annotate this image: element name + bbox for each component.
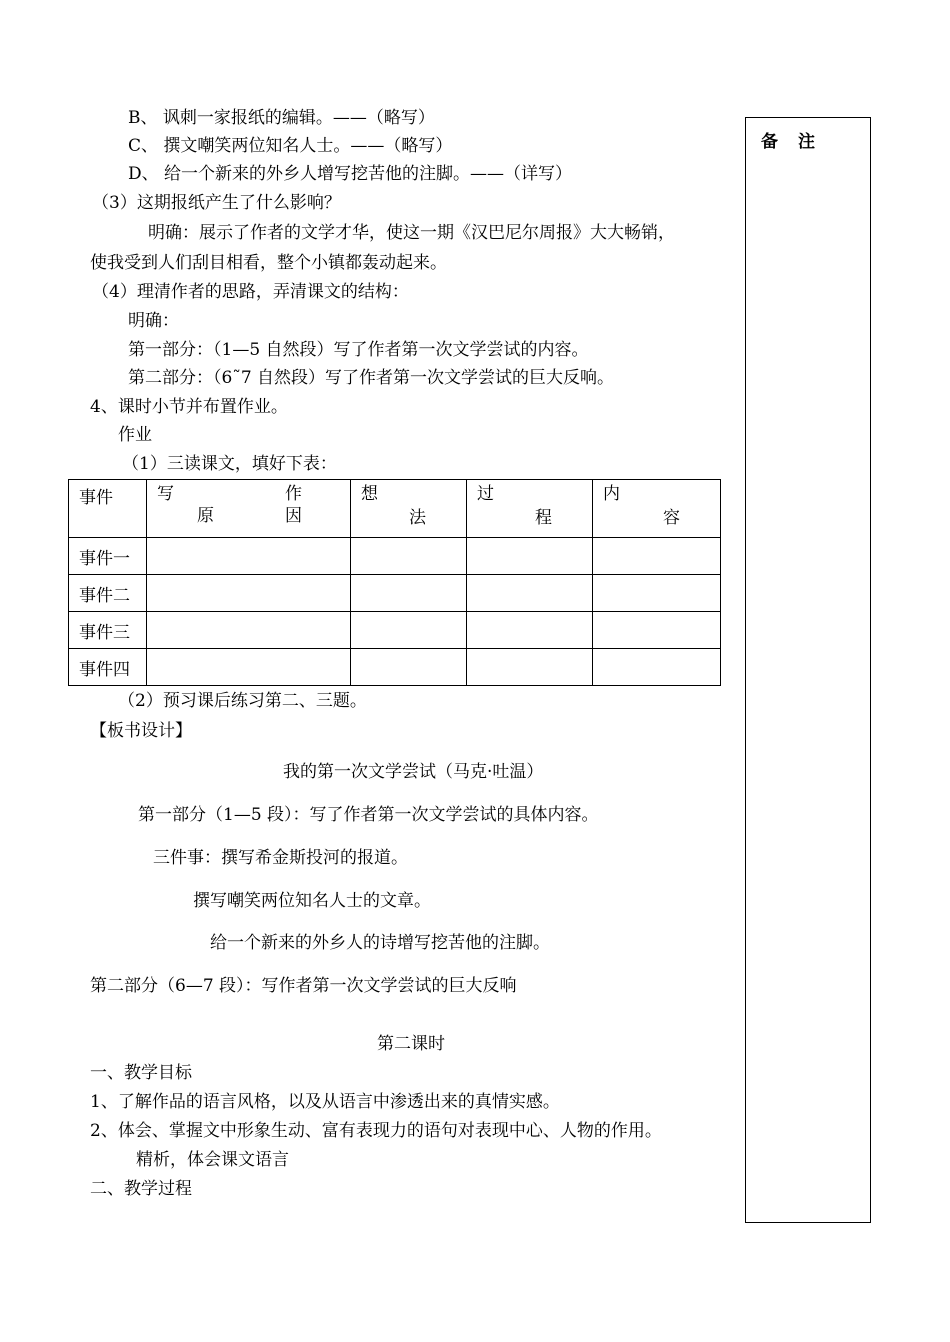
option-b: B、 讽刺一家报纸的编辑。——（略写） xyxy=(128,108,435,128)
table-row xyxy=(69,538,721,575)
option-c: C、 撰文嘲笑两位知名人士。——（略写） xyxy=(128,136,453,156)
table-cell xyxy=(467,649,593,686)
row-label: 事件一 xyxy=(69,538,147,575)
section-4-heading: 4、课时小节并布置作业。 xyxy=(90,397,288,417)
notes-title: 备注 xyxy=(761,132,835,152)
table-cell xyxy=(593,612,721,649)
notes-column xyxy=(745,117,871,1223)
homework-item-2: （2）预习课后练习第二、三题。 xyxy=(118,691,367,711)
question-4: （4）理清作者的思路，弄清课文的结构： xyxy=(92,282,409,302)
table-cell xyxy=(351,538,467,575)
table-cell xyxy=(593,575,721,612)
answer-3-line1: 明确：展示了作者的文学才华，使这一期《汉巴尼尔周报》大大畅销， xyxy=(148,223,675,243)
table-header-row xyxy=(69,480,721,538)
header-reason: 写 作 原 因 xyxy=(147,480,351,538)
part-two-summary: 第二部分：（6˜7 自然段）写了作者第一次文学尝试的巨大反响。 xyxy=(128,368,615,388)
homework-table xyxy=(68,479,721,686)
row-label: 事件四 xyxy=(69,649,147,686)
board-event-2: 撰写嘲笑两位知名人士的文章。 xyxy=(193,891,431,911)
table-cell xyxy=(467,612,593,649)
table-cell xyxy=(351,649,467,686)
goal-2: 2、体会、掌握文中形象生动、富有表现力的语句对表现中心、人物的作用。 xyxy=(90,1121,662,1141)
row-label: 事件三 xyxy=(69,612,147,649)
table-row xyxy=(69,575,721,612)
board-three-events: 三件事：撰写希金斯投河的报道。 xyxy=(153,848,408,868)
option-d: D、 给一个新来的外乡人增写挖苦他的注脚。——（详写） xyxy=(128,164,573,184)
table-cell xyxy=(351,575,467,612)
goal-note: 精析，体会课文语言 xyxy=(136,1150,289,1170)
board-title: 我的第一次文学尝试（马克·吐温） xyxy=(283,762,544,782)
board-event-3: 给一个新来的外乡人的诗增写挖苦他的注脚。 xyxy=(210,933,550,953)
board-part-one: 第一部分（1—5 段）：写了作者第一次文学尝试的具体内容。 xyxy=(138,805,599,825)
question-3: （3）这期报纸产生了什么影响？ xyxy=(92,193,341,213)
table-row xyxy=(69,612,721,649)
table-cell xyxy=(351,612,467,649)
table-cell xyxy=(147,612,351,649)
header-content: 内 容 xyxy=(593,480,721,538)
answer-3-line2: 使我受到人们刮目相看，整个小镇都轰动起来。 xyxy=(90,253,447,273)
lesson-two-title: 第二课时 xyxy=(377,1034,445,1054)
table-row xyxy=(69,649,721,686)
homework-label: 作业 xyxy=(118,425,152,445)
table-cell xyxy=(593,649,721,686)
header-thoughts: 想 法 xyxy=(351,480,467,538)
table-cell xyxy=(147,538,351,575)
table-cell xyxy=(147,649,351,686)
header-process: 过 程 xyxy=(467,480,593,538)
table-cell xyxy=(467,575,593,612)
goal-1: 1、了解作品的语言风格，以及从语言中渗透出来的真情实感。 xyxy=(90,1092,560,1112)
goals-heading: 一、教学目标 xyxy=(90,1063,192,1083)
row-label: 事件二 xyxy=(69,575,147,612)
process-heading: 二、教学过程 xyxy=(90,1179,192,1199)
board-design-heading: 【板书设计】 xyxy=(90,721,192,741)
table-cell xyxy=(147,575,351,612)
homework-item-1: （1）三读课文，填好下表： xyxy=(122,454,337,474)
table-cell xyxy=(467,538,593,575)
table-cell xyxy=(593,538,721,575)
header-event: 事件 xyxy=(69,480,147,538)
answer-4-label: 明确： xyxy=(128,311,179,331)
board-part-two: 第二部分（6—7 段）：写作者第一次文学尝试的巨大反响 xyxy=(90,976,517,996)
part-one-summary: 第一部分：（1—5 自然段）写了作者第一次文学尝试的内容。 xyxy=(128,340,589,360)
